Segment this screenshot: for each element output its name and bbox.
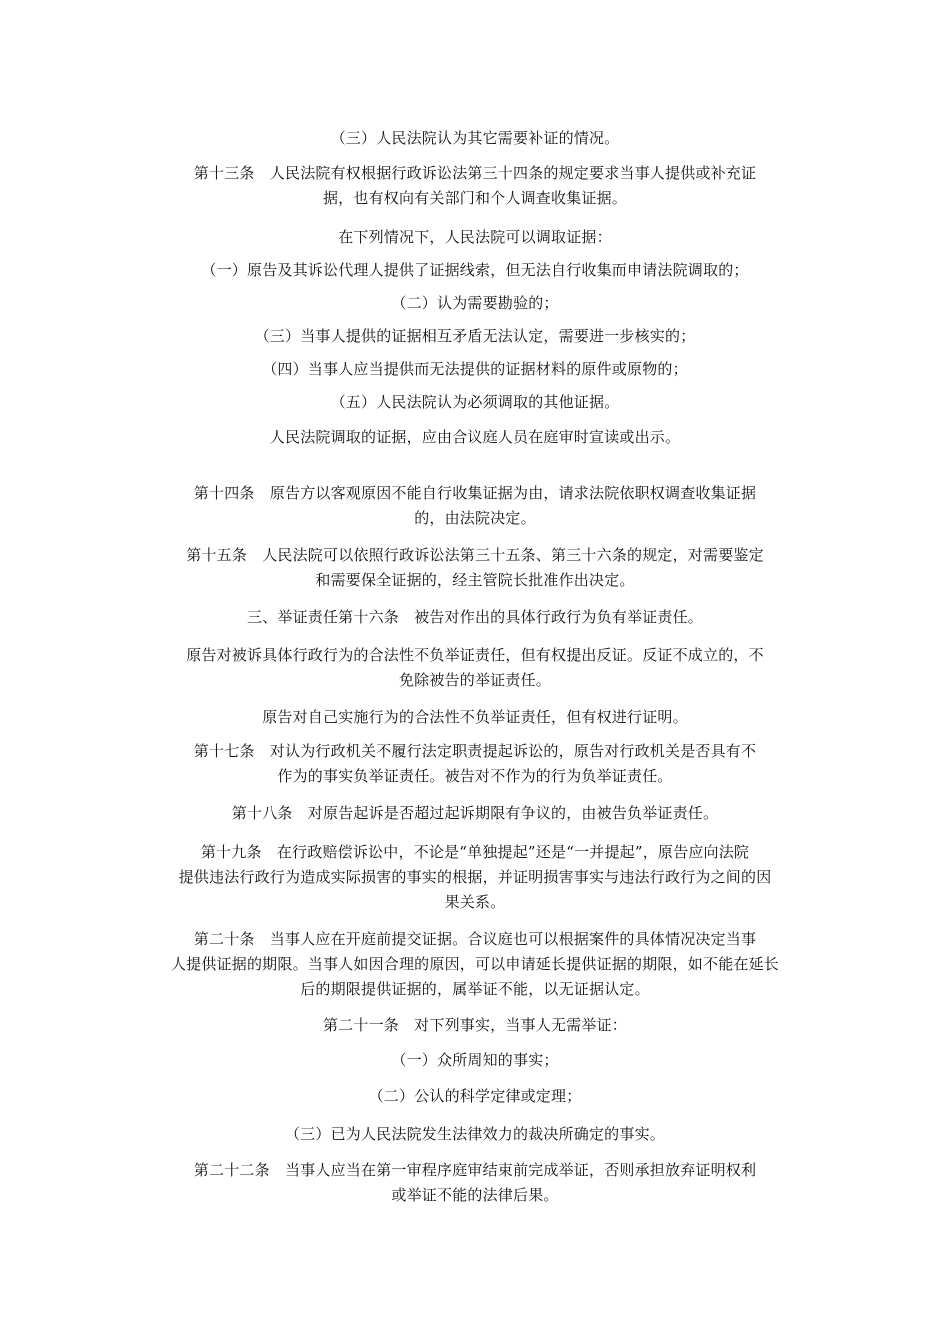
paragraph	[140, 739, 810, 789]
text-line: 作为的事实负举证责任。被告对不作为的行为负举证责任。	[277, 767, 673, 785]
text-line: （三）已为人民法院发生法律效力的裁决所确定的事实。	[284, 1125, 665, 1143]
text-line: 提供违法行政行为造成实际损害的事实的根据，并证明损害事实与违法行政行为之间的因	[178, 868, 772, 886]
text-line: 原告对自己实施行为的合法性不负举证责任，但有权进行证明。	[262, 708, 688, 726]
paragraph	[120, 927, 830, 1002]
text-line: 后的期限提供证据的，属举证不能，以无证据认定。	[300, 980, 650, 998]
text-line: 原告对被诉具体行政行为的合法性不负举证责任，但有权提出反证。反证不成立的，不	[186, 646, 764, 664]
paragraph	[120, 840, 830, 915]
paragraph	[190, 425, 760, 450]
paragraph	[140, 258, 810, 283]
paragraph	[190, 291, 760, 316]
text-line: 第十九条 在行政赔偿诉讼中，不论是“单独提起”还是“一并提起”，原告应向法院	[200, 843, 750, 861]
text-line: （三）当事人提供的证据相互矛盾无法认定，需要进一步核实的；	[254, 327, 696, 345]
text-line: （一）原告及其诉讼代理人提供了证据线索，但无法自行收集而申请法院调取的；	[201, 261, 749, 279]
text-line: 第二十二条 当事人应当在第一审程序庭审结束前完成举证，否则承担放弃证明权利	[193, 1161, 757, 1179]
text-line: 免除被告的举证责任。	[398, 671, 551, 689]
paragraph	[190, 126, 760, 151]
text-line: （二）认为需要勘验的；	[391, 294, 559, 312]
text-line: （二）公认的科学定律或定理；	[368, 1087, 582, 1105]
paragraph	[190, 1013, 760, 1038]
text-line: 第二十条 当事人应在开庭前提交证据。合议庭也可以根据案件的具体情况决定当事	[193, 930, 757, 948]
paragraph	[190, 605, 760, 630]
paragraph	[190, 801, 760, 826]
text-line: 的，由法院决定。	[414, 509, 536, 527]
paragraph	[190, 705, 760, 730]
paragraph	[190, 225, 760, 250]
text-line: （三）人民法院认为其它需要补证的情况。	[330, 129, 620, 147]
paragraph	[140, 643, 810, 693]
text-line: 第十七条 对认为行政机关不履行法定职责提起诉讼的，原告对行政机关是否具有不	[193, 742, 757, 760]
paragraph	[190, 390, 760, 415]
paragraph	[190, 1084, 760, 1109]
text-line: 在下列情况下，人民法院可以调取证据：	[338, 228, 612, 246]
text-line: 第二十一条 对下列事实，当事人无需举证：	[322, 1016, 627, 1034]
text-line: 第十五条 人民法院可以依照行政诉讼法第三十五条、第三十六条的规定，对需要鉴定	[186, 546, 764, 564]
paragraph	[190, 1048, 760, 1073]
text-line: （四）当事人应当提供而无法提供的证据材料的原件或原物的；	[262, 360, 688, 378]
paragraph	[140, 1158, 810, 1208]
text-line: 人民法院调取的证据，应由合议庭人员在庭审时宣读或出示。	[269, 428, 681, 446]
text-line: 果关系。	[444, 893, 506, 911]
paragraph	[140, 543, 810, 593]
text-line: （一）众所周知的事实；	[391, 1051, 559, 1069]
paragraph	[140, 161, 810, 211]
paragraph	[140, 481, 810, 531]
text-line: 第十四条 原告方以客观原因不能自行收集证据为由，请求法院依职权调查收集证据	[193, 484, 757, 502]
text-line: （五）人民法院认为必须调取的其他证据。	[330, 393, 620, 411]
paragraph	[190, 324, 760, 349]
text-line: 三、举证责任第十六条 被告对作出的具体行政行为负有举证责任。	[246, 608, 703, 626]
paragraph	[190, 357, 760, 382]
text-line: 和需要保全证据的，经主管院长批准作出决定。	[315, 571, 635, 589]
text-line: 据，也有权向有关部门和个人调查收集证据。	[322, 189, 627, 207]
text-line: 人提供证据的期限。当事人如因合理的原因，可以申请延长提供证据的期限，如不能在延长	[170, 955, 779, 973]
text-line: 第十八条 对原告起诉是否超过起诉期限有争议的，由被告负举证责任。	[231, 804, 719, 822]
text-line: 或举证不能的法律后果。	[391, 1186, 559, 1204]
paragraph	[190, 1122, 760, 1147]
text-line: 第十三条 人民法院有权根据行政诉讼法第三十四条的规定要求当事人提供或补充证	[193, 164, 757, 182]
